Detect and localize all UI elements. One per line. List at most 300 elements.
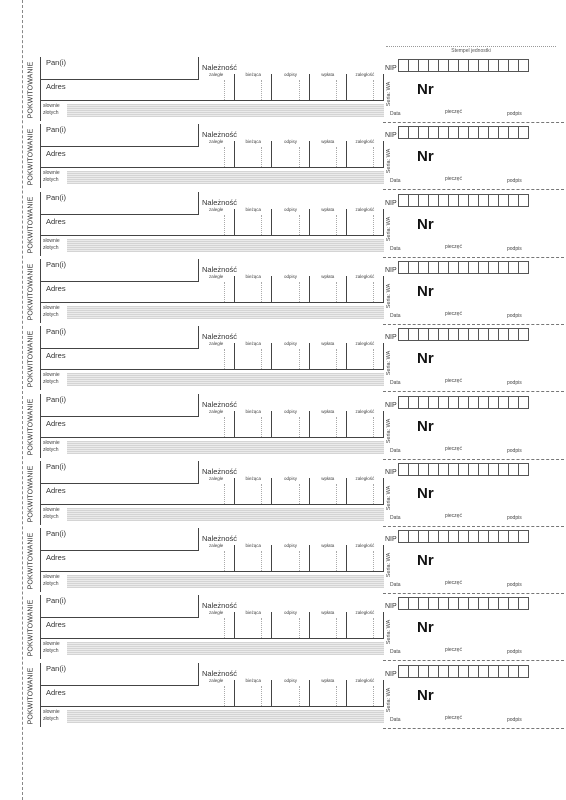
nip-digit-box[interactable] <box>399 665 409 678</box>
nip-digit-box[interactable] <box>479 261 489 274</box>
nip-digit-box[interactable] <box>399 194 409 207</box>
amount-in-words-field[interactable] <box>67 104 384 117</box>
due-column-header: zaległość <box>355 543 375 549</box>
amount-in-words-field[interactable] <box>67 575 384 588</box>
nip-digit-box[interactable] <box>489 59 499 72</box>
nip-digit-box[interactable] <box>399 396 409 409</box>
due-column[interactable] <box>310 408 347 437</box>
nip-digit-box[interactable] <box>439 261 449 274</box>
nip-digit-box[interactable] <box>499 194 509 207</box>
nip-digit-box[interactable] <box>519 463 529 476</box>
pan-label: Pan(i) <box>46 663 67 673</box>
date-label: Data <box>390 312 401 319</box>
nip-digit-box[interactable] <box>449 530 459 543</box>
nip-digit-box[interactable] <box>469 59 479 72</box>
payer-section <box>40 259 384 323</box>
grosze-divider <box>261 686 262 706</box>
grosze-divider <box>336 551 337 571</box>
words-label-line2: złotych <box>43 648 59 655</box>
due-column[interactable] <box>198 677 235 706</box>
slip-separator <box>383 122 564 123</box>
side-label-text: POKWITOWANIE <box>27 398 35 455</box>
issuer-section <box>383 595 566 659</box>
pan-label: Pan(i) <box>46 259 67 269</box>
nip-digit-box[interactable] <box>519 59 529 72</box>
series-label-text: Seria: WA <box>386 552 392 578</box>
due-column[interactable] <box>235 343 272 369</box>
due-columns <box>198 475 384 504</box>
side-label-text: POKWITOWANIE <box>27 263 35 321</box>
nip-digit-boxes[interactable] <box>398 396 529 409</box>
nip-digit-box[interactable] <box>509 396 519 409</box>
payer-section <box>40 326 384 390</box>
due-column-header: zaległość <box>355 475 375 481</box>
nip-digit-box[interactable] <box>429 665 439 678</box>
nip-digit-box[interactable] <box>489 597 499 610</box>
nip-digit-box[interactable] <box>479 530 489 543</box>
nip-digit-box[interactable] <box>509 126 519 139</box>
due-column[interactable] <box>272 74 309 100</box>
amount-in-words-row <box>41 235 384 256</box>
nip-digit-box[interactable] <box>509 194 519 207</box>
nip-digit-box[interactable] <box>409 463 419 476</box>
amount-in-words-row <box>41 638 384 659</box>
nip-digit-box[interactable] <box>419 463 429 476</box>
nip-digit-box[interactable] <box>399 328 409 341</box>
nip-digit-box[interactable] <box>489 530 499 543</box>
nip-label: NIP <box>385 468 397 476</box>
nip-digit-box[interactable] <box>399 126 409 139</box>
nip-digit-boxes[interactable] <box>398 665 529 678</box>
due-column-header: odpisy <box>284 677 298 683</box>
nip-digit-box[interactable] <box>449 194 459 207</box>
nip-digit-box[interactable] <box>499 261 509 274</box>
nip-digit-box[interactable] <box>459 194 469 207</box>
grosze-divider <box>299 215 300 235</box>
signature-label: podpis <box>507 582 522 589</box>
due-column[interactable] <box>310 141 347 167</box>
nip-digit-box[interactable] <box>509 597 519 610</box>
nip-digit-box[interactable] <box>499 530 509 543</box>
pan-field[interactable] <box>41 595 199 618</box>
pan-field[interactable] <box>41 461 199 484</box>
grosze-divider <box>299 417 300 437</box>
series-label-text: Seria: WA <box>386 283 392 309</box>
due-column-header: wpłata <box>321 341 335 347</box>
nip-digit-box[interactable] <box>509 59 519 72</box>
pan-field[interactable] <box>41 57 199 80</box>
nip-digit-box[interactable] <box>489 463 499 476</box>
nip-digit-box[interactable] <box>399 530 409 543</box>
due-column-header: zaległe <box>208 677 224 683</box>
due-column[interactable] <box>235 408 272 437</box>
due-column[interactable] <box>198 74 235 100</box>
nip-digit-box[interactable] <box>489 328 499 341</box>
amount-in-words-label <box>43 574 60 588</box>
nip-digit-box[interactable] <box>479 463 489 476</box>
pan-field[interactable] <box>41 663 199 686</box>
nip-digit-box[interactable] <box>449 463 459 476</box>
amount-in-words-label <box>43 305 60 319</box>
grosze-divider <box>261 551 262 571</box>
nip-digit-box[interactable] <box>399 261 409 274</box>
due-column[interactable] <box>235 612 272 638</box>
pan-field[interactable] <box>41 124 199 147</box>
amount-in-words-row <box>41 571 384 592</box>
nip-digit-box[interactable] <box>479 194 489 207</box>
nip-digit-box[interactable] <box>419 328 429 341</box>
nip-digit-box[interactable] <box>409 328 419 341</box>
nip-digit-box[interactable] <box>449 396 459 409</box>
due-column[interactable] <box>310 545 347 571</box>
due-column[interactable] <box>198 343 235 369</box>
nip-digit-box[interactable] <box>469 396 479 409</box>
nip-digit-box[interactable] <box>469 261 479 274</box>
grosze-divider <box>261 80 262 100</box>
due-columns <box>198 206 384 235</box>
grosze-divider <box>336 484 337 504</box>
nip-digit-box[interactable] <box>479 396 489 409</box>
nip-digit-box[interactable] <box>499 396 509 409</box>
nip-digit-box[interactable] <box>459 463 469 476</box>
nip-digit-box[interactable] <box>439 463 449 476</box>
signature-label: podpis <box>507 716 522 723</box>
amount-in-words-field[interactable] <box>67 441 384 454</box>
nip-digit-box[interactable] <box>469 126 479 139</box>
side-label-text: POKWITOWANIE <box>27 465 35 523</box>
due-column[interactable] <box>198 141 235 167</box>
nip-digit-box[interactable] <box>429 328 439 341</box>
nip-digit-box[interactable] <box>509 665 519 678</box>
nip-digit-box[interactable] <box>459 665 469 678</box>
pan-field[interactable] <box>41 394 199 417</box>
receipt-slip <box>0 192 566 258</box>
nip-digit-boxes[interactable] <box>398 194 529 207</box>
grosze-divider <box>224 147 225 167</box>
nip-digit-boxes[interactable] <box>398 597 529 610</box>
nip-digit-box[interactable] <box>419 665 429 678</box>
stamp-label: pieczęć <box>445 445 462 452</box>
nip-digit-box[interactable] <box>519 328 529 341</box>
nip-digit-box[interactable] <box>519 261 529 274</box>
grosze-divider <box>261 417 262 437</box>
due-column[interactable] <box>272 612 309 638</box>
receipt-slip <box>0 528 566 594</box>
nip-digit-box[interactable] <box>449 59 459 72</box>
nip-digit-box[interactable] <box>419 59 429 72</box>
grosze-divider <box>261 349 262 369</box>
nip-digit-box[interactable] <box>459 396 469 409</box>
nip-digit-box[interactable] <box>419 126 429 139</box>
due-column-header: zaległe <box>208 72 224 77</box>
nip-digit-box[interactable] <box>419 530 429 543</box>
nip-digit-box[interactable] <box>439 396 449 409</box>
due-column[interactable] <box>272 408 309 437</box>
pan-label: Pan(i) <box>46 596 67 606</box>
due-title: Należność <box>202 264 238 274</box>
nip-digit-box[interactable] <box>449 665 459 678</box>
nip-digit-box[interactable] <box>419 194 429 207</box>
nip-digit-box[interactable] <box>519 530 529 543</box>
number-label: Nr <box>417 484 434 502</box>
words-label-line2: złotych <box>43 446 59 453</box>
signature-label: podpis <box>507 178 522 185</box>
series-label-text: Seria: WA <box>386 418 392 443</box>
nip-digit-box[interactable] <box>479 665 489 678</box>
due-column[interactable] <box>235 206 272 235</box>
nip-digit-box[interactable] <box>439 530 449 543</box>
nip-digit-box[interactable] <box>509 463 519 476</box>
address-label: Adres <box>46 82 66 91</box>
due-column[interactable] <box>235 545 272 571</box>
nip-digit-box[interactable] <box>449 126 459 139</box>
due-column[interactable] <box>235 475 272 504</box>
nip-digit-box[interactable] <box>519 126 529 139</box>
due-column[interactable] <box>198 206 235 235</box>
nip-digit-box[interactable] <box>469 597 479 610</box>
due-column-header: bieżąca <box>245 408 262 414</box>
slip-separator <box>383 189 564 190</box>
due-column[interactable] <box>235 273 272 302</box>
amount-in-words-field[interactable] <box>67 171 384 184</box>
nip-digit-box[interactable] <box>459 597 469 610</box>
nip-digit-box[interactable] <box>499 463 509 476</box>
amount-in-words-field[interactable] <box>67 306 384 319</box>
nip-digit-box[interactable] <box>409 194 419 207</box>
nip-digit-box[interactable] <box>399 597 409 610</box>
receipt-slip <box>0 461 566 527</box>
nip-digit-box[interactable] <box>499 126 509 139</box>
signature-label: podpis <box>507 380 522 387</box>
nip-digit-box[interactable] <box>509 530 519 543</box>
due-column[interactable] <box>310 206 347 235</box>
nip-label: NIP <box>385 670 397 678</box>
nip-digit-box[interactable] <box>499 328 509 341</box>
nip-digit-box[interactable] <box>459 261 469 274</box>
nip-digit-box[interactable] <box>409 126 419 139</box>
due-column[interactable] <box>198 273 235 302</box>
due-column[interactable] <box>198 545 235 571</box>
due-column-header: bieżąca <box>245 273 262 279</box>
nip-digit-box[interactable] <box>519 396 529 409</box>
due-column[interactable] <box>310 74 347 100</box>
nip-digit-box[interactable] <box>429 396 439 409</box>
due-title: Należność <box>202 399 238 409</box>
words-label-line2: złotych <box>43 581 59 588</box>
amount-in-words-field[interactable] <box>67 373 384 386</box>
series-label-text: Seria: WA <box>386 149 392 174</box>
grosze-divider <box>261 282 262 302</box>
nip-digit-box[interactable] <box>439 126 449 139</box>
nip-digit-box[interactable] <box>469 194 479 207</box>
nip-digit-box[interactable] <box>449 597 459 610</box>
nip-digit-box[interactable] <box>439 194 449 207</box>
nip-digit-box[interactable] <box>459 328 469 341</box>
number-label: Nr <box>417 148 434 166</box>
nip-label: NIP <box>385 65 397 72</box>
side-label <box>24 59 38 121</box>
grosze-divider <box>373 686 374 706</box>
nip-digit-box[interactable] <box>459 59 469 72</box>
nip-digit-boxes[interactable] <box>398 126 529 139</box>
due-column[interactable] <box>272 141 309 167</box>
due-column-header: wpłata <box>321 139 335 145</box>
due-column-header: bieżąca <box>245 72 262 77</box>
nip-digit-box[interactable] <box>429 597 439 610</box>
grosze-divider <box>373 551 374 571</box>
nip-digit-box[interactable] <box>499 59 509 72</box>
nip-digit-box[interactable] <box>409 59 419 72</box>
nip-digit-boxes[interactable] <box>398 530 529 543</box>
nip-digit-box[interactable] <box>499 597 509 610</box>
nip-digit-box[interactable] <box>409 597 419 610</box>
nip-digit-box[interactable] <box>409 530 419 543</box>
due-column[interactable] <box>235 677 272 706</box>
nip-digit-box[interactable] <box>429 463 439 476</box>
nip-digit-box[interactable] <box>449 328 459 341</box>
due-column[interactable] <box>272 677 309 706</box>
nip-label: NIP <box>385 132 397 140</box>
side-label <box>24 194 38 256</box>
due-column[interactable] <box>310 343 347 369</box>
stamp-label: pieczęć <box>445 378 462 385</box>
nip-digit-box[interactable] <box>469 328 479 341</box>
nip-digit-box[interactable] <box>399 463 409 476</box>
grosze-divider <box>336 417 337 437</box>
amount-in-words-label <box>43 238 60 252</box>
nip-digit-box[interactable] <box>459 126 469 139</box>
nip-label: NIP <box>385 199 397 207</box>
nip-digit-box[interactable] <box>449 261 459 274</box>
words-label-line2: złotych <box>43 311 59 318</box>
nip-digit-box[interactable] <box>439 59 449 72</box>
date-label: Data <box>390 447 401 454</box>
amount-in-words-label <box>43 641 60 655</box>
pan-label: Pan(i) <box>46 461 67 471</box>
nip-digit-box[interactable] <box>489 396 499 409</box>
due-title: Należność <box>202 534 238 544</box>
due-section <box>198 461 384 483</box>
words-label-line1: słownie <box>43 708 60 715</box>
due-column[interactable] <box>272 545 309 571</box>
nip-digit-box[interactable] <box>489 665 499 678</box>
due-column[interactable] <box>198 475 235 504</box>
pan-field[interactable] <box>41 259 199 282</box>
nip-digit-box[interactable] <box>419 597 429 610</box>
pan-field[interactable] <box>41 192 199 215</box>
grosze-divider <box>224 417 225 437</box>
nip-digit-box[interactable] <box>469 530 479 543</box>
nip-digit-box[interactable] <box>509 261 519 274</box>
due-columns <box>198 141 384 167</box>
nip-digit-box[interactable] <box>479 328 489 341</box>
nip-digit-box[interactable] <box>439 597 449 610</box>
nip-digit-box[interactable] <box>429 126 439 139</box>
nip-label: NIP <box>385 401 397 409</box>
amount-in-words-field[interactable] <box>67 710 384 723</box>
nip-digit-box[interactable] <box>429 261 439 274</box>
amount-in-words-label <box>43 103 60 117</box>
nip-digit-box[interactable] <box>459 530 469 543</box>
nip-digit-box[interactable] <box>439 665 449 678</box>
side-label-text: POKWITOWANIE <box>27 330 35 388</box>
nip-digit-box[interactable] <box>429 530 439 543</box>
due-column[interactable] <box>310 475 347 504</box>
nip-digit-box[interactable] <box>519 194 529 207</box>
due-column[interactable] <box>235 74 272 100</box>
words-label-line1: słownie <box>43 170 60 177</box>
nip-digit-box[interactable] <box>469 463 479 476</box>
due-column[interactable] <box>198 408 235 437</box>
stamp-label: pieczęć <box>445 647 462 654</box>
nip-digit-box[interactable] <box>489 194 499 207</box>
grosze-divider <box>373 484 374 504</box>
nip-digit-box[interactable] <box>409 665 419 678</box>
nip-digit-box[interactable] <box>489 261 499 274</box>
nip-digit-box[interactable] <box>419 261 429 274</box>
due-column-header: odpisy <box>284 408 298 414</box>
nip-digit-boxes[interactable] <box>398 463 529 476</box>
nip-digit-box[interactable] <box>399 59 409 72</box>
due-column[interactable] <box>235 141 272 167</box>
stamp-label: pieczęć <box>445 176 462 183</box>
due-column[interactable] <box>272 475 309 504</box>
nip-digit-boxes[interactable] <box>398 59 529 72</box>
nip-digit-box[interactable] <box>479 59 489 72</box>
nip-digit-box[interactable] <box>519 665 529 678</box>
nip-digit-box[interactable] <box>489 126 499 139</box>
due-column[interactable] <box>272 206 309 235</box>
nip-digit-box[interactable] <box>429 59 439 72</box>
nip-digit-box[interactable] <box>409 261 419 274</box>
due-column[interactable] <box>198 612 235 638</box>
nip-digit-box[interactable] <box>519 597 529 610</box>
stamp-label: pieczęć <box>445 243 462 250</box>
nip-digit-box[interactable] <box>439 328 449 341</box>
pan-field[interactable] <box>41 326 199 349</box>
nip-digit-box[interactable] <box>419 396 429 409</box>
series-label-text: Seria: WA <box>386 620 392 645</box>
due-column[interactable] <box>310 612 347 638</box>
pan-field[interactable] <box>41 528 199 551</box>
date-label: Data <box>390 245 401 252</box>
due-column[interactable] <box>310 677 347 706</box>
nip-digit-box[interactable] <box>479 126 489 139</box>
due-column[interactable] <box>272 273 309 302</box>
nip-label: NIP <box>385 536 397 544</box>
words-label-line1: słownie <box>43 439 60 446</box>
due-column[interactable] <box>310 273 347 302</box>
nip-digit-boxes[interactable] <box>398 328 529 341</box>
due-column[interactable] <box>272 343 309 369</box>
signature-label: podpis <box>507 514 522 521</box>
grosze-divider <box>261 484 262 504</box>
nip-digit-box[interactable] <box>469 665 479 678</box>
nip-digit-boxes[interactable] <box>398 261 529 274</box>
amount-in-words-field[interactable] <box>67 239 384 252</box>
slip-separator <box>383 324 564 325</box>
amount-in-words-field[interactable] <box>67 642 384 655</box>
receipt-slip <box>0 663 566 729</box>
nip-digit-box[interactable] <box>429 194 439 207</box>
nip-digit-box[interactable] <box>509 328 519 341</box>
amount-in-words-field[interactable] <box>67 508 384 521</box>
nip-digit-box[interactable] <box>499 665 509 678</box>
nip-digit-box[interactable] <box>409 396 419 409</box>
grosze-divider <box>336 80 337 100</box>
receipt-slip <box>0 259 566 325</box>
nip-digit-box[interactable] <box>479 597 489 610</box>
